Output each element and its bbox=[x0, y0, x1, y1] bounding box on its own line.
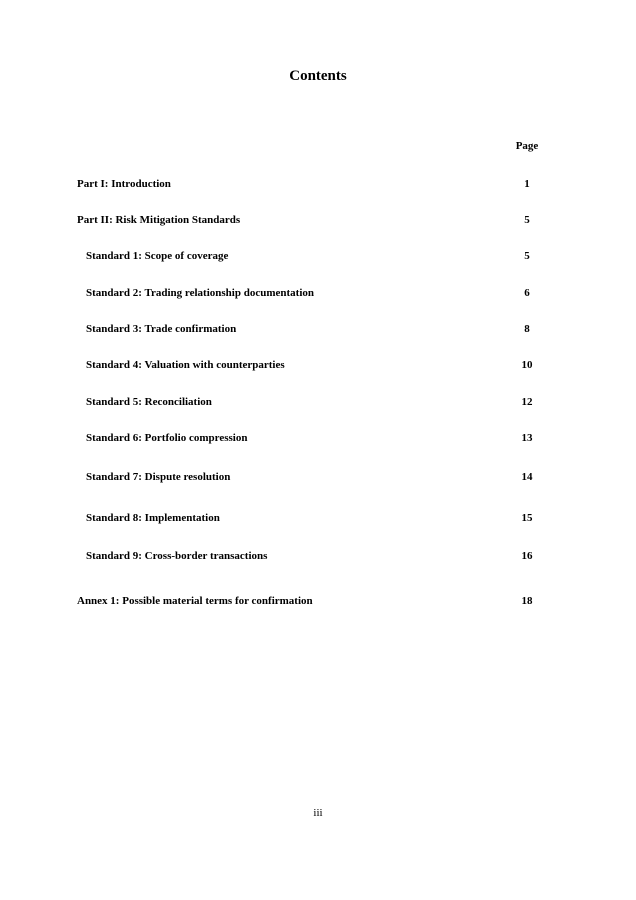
toc-entry-page: 1 bbox=[524, 178, 530, 190]
toc-entry-standard-8[interactable] bbox=[77, 510, 557, 526]
toc-entry-page: 13 bbox=[521, 432, 533, 444]
toc-entry-part-2[interactable] bbox=[77, 212, 557, 228]
toc-entry-standard-5[interactable] bbox=[77, 394, 557, 410]
page-title: Contents bbox=[289, 68, 347, 84]
toc-entry-page: 5 bbox=[524, 250, 530, 262]
toc-entry-label: Standard 1: Scope of coverage bbox=[86, 250, 229, 262]
toc-entry-standard-6[interactable] bbox=[77, 430, 557, 446]
toc-entry-standard-7[interactable] bbox=[77, 469, 557, 485]
toc-entry-label: Annex 1: Possible material terms for confirmation bbox=[77, 595, 313, 607]
toc-entry-part-1[interactable] bbox=[77, 176, 557, 192]
toc-entry-label: Standard 5: Reconciliation bbox=[86, 396, 212, 408]
toc-entry-label: Standard 7: Dispute resolution bbox=[86, 471, 231, 483]
toc-entry-label: Part II: Risk Mitigation Standards bbox=[77, 214, 241, 226]
toc-entry-page: 6 bbox=[524, 287, 530, 299]
toc-entry-standard-4[interactable] bbox=[77, 357, 557, 373]
toc-entry-page: 8 bbox=[524, 323, 530, 335]
toc-entry-label: Standard 3: Trade confirmation bbox=[86, 323, 237, 335]
toc-entry-standard-3[interactable] bbox=[77, 321, 557, 337]
toc-entry-page: 10 bbox=[521, 359, 533, 371]
toc-entry-label: Standard 8: Implementation bbox=[86, 512, 220, 524]
toc-entry-label: Standard 4: Valuation with counterparties bbox=[86, 359, 285, 371]
toc-entry-label: Standard 6: Portfolio compression bbox=[86, 432, 248, 444]
toc-entry-standard-2[interactable] bbox=[77, 285, 557, 301]
toc-entry-annex-1[interactable] bbox=[77, 593, 557, 609]
toc-entry-label: Standard 2: Trading relationship documentation bbox=[86, 287, 314, 299]
footer-page-number: iii bbox=[313, 807, 323, 819]
page-column-header: Page bbox=[515, 140, 539, 152]
toc-entry-page: 12 bbox=[521, 396, 533, 408]
toc-entry-standard-9[interactable] bbox=[77, 548, 557, 564]
toc-entry-label: Standard 9: Cross-border transactions bbox=[86, 550, 268, 562]
toc-entry-page: 15 bbox=[521, 512, 533, 524]
toc-entry-standard-1[interactable] bbox=[77, 248, 557, 264]
toc-entry-page: 5 bbox=[524, 214, 530, 226]
toc-entry-page: 18 bbox=[521, 595, 533, 607]
toc-entry-label: Part I: Introduction bbox=[77, 178, 171, 190]
toc-entry-page: 16 bbox=[521, 550, 533, 562]
toc-entry-page: 14 bbox=[521, 471, 533, 483]
